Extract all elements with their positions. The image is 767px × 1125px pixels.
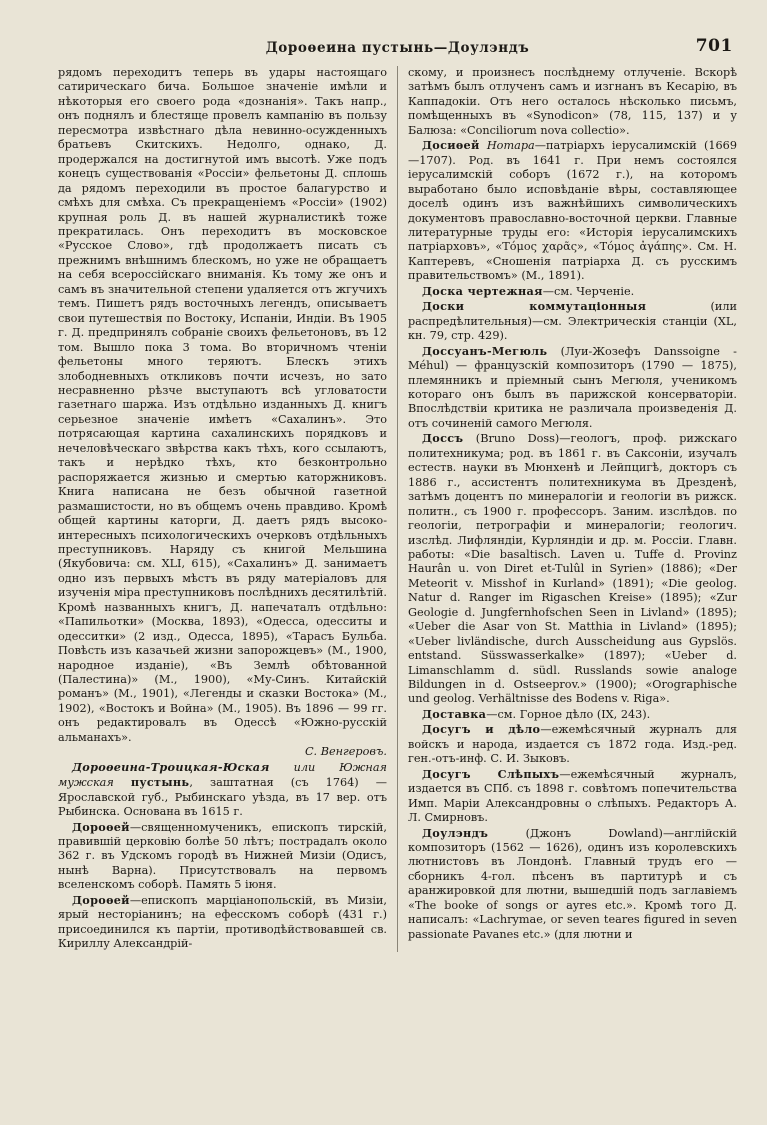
entry-headword: Доставка	[421, 706, 487, 721]
entry-text: —епископъ марціанопольскій, въ Мизіи, ярый несторіанинъ; на ефесскомъ соборѣ (431 г.) присоединился къ партіи, противодѣйствовавшей св. Кириллу Александрій-	[58, 893, 387, 951]
entry-headword: Доссуанъ-Мегюль	[421, 343, 548, 358]
running-header	[58, 34, 737, 62]
column-divider	[397, 66, 398, 952]
entry-dosug-i-delo	[408, 722, 737, 766]
entry-dosifei	[408, 138, 737, 284]
entry-text: (Bruno Doss)—геологъ, проф. рижскаго политехникума; род. въ 1861 г. въ Саксоніи, изучалъ естеств. науки въ Мюнхенѣ и Лейпцигѣ, докторъ съ 1886 г., ассистентъ политехникума въ Дрезденѣ, затѣмъ доцентъ по минералогіи и геологіи въ рижск. политн., съ 1900 г. профессоръ. Заним. изслѣдов. по геологіи, петрографіи и минералогіи; геологич. изслѣд. Лифляндіи, Курляндіи и др. м. Россіи. Главн. работы: «Die basaltisch. Laven u. Tuffe d. Provinz Haurân u. von Diret et-Tulûl in Syrien» (1886); «Der Meteorit v. Misshof in Kurland» (1891); «Die geolog. Natur d. Ranger im Rigaschen Kreise» (1895); «Zur Geologie d. Jungfernhofschen Seen in Livland» (1895); «Ueber die Asar von St. Matthia in Livland» (1895); «Ueber livländische, durch Ausscheidung aus Gypslös. entstand. Süsswasserkalke» (1897); «Ueber d. Limanschlamm d. südl. Russlands sowie analoge Bildungen in d. Ostseeprov.» (1900); «Orographische und geolog. Verhältnisse des Bodens v. Riga».	[407, 432, 737, 706]
entry-dossuan-megyul	[408, 344, 737, 432]
entry-headword: Досугъ Слѣпыхъ	[421, 766, 560, 781]
paragraph-text: рядомъ переходитъ теперь въ удары настоящаго сатирическаго бича. Большое значеніе имѣли и нѣкоторыя его своего рода «дознанія». Такъ напр., онъ поднялъ и блестяще провелъ кампанію въ пользу пересмотра извѣстнаго дѣла невинно-осужденныхъ братьевъ Скитскихъ. Недолго, однако, Д. продержался на достигнутой имъ высотѣ. Уже подъ конецъ существованія «Россіи» фельетоны Д. сплошь да рядомъ переходили въ простое балагурство и смѣхъ для смѣха. Съ прекращеніемъ «Россіи» (1902) крупная роль Д. въ нашей журналистикѣ тоже прекратилась. Онъ переходитъ въ московское «Русское Слово», гдѣ продолжаетъ писать съ прежнимъ внѣшнимъ блескомъ, но уже не обращаетъ на себя всероссійскаго вниманія. Къ тому же онъ и самъ въ значительной степени удаляется отъ жгучихъ темъ. Пишетъ рядъ восточныхъ легендъ, описываетъ свои путешествія по Востоку, Испаніи, Индіи. Въ 1905 г. Д. предпринялъ собраніе своихъ фельетоновъ, въ 12 том. Вышло пока 3 тома. Во вторичномъ чтеніи фельетоны много теряютъ. Блескъ этихъ злободневныхъ откликовъ почти исчезъ, но зато несравненно рѣзче выступаютъ всѣ угловатости газетнаго шаржа. Изъ отдѣльно изданныхъ Д. книгъ серьезное значеніе имѣетъ «Сахалинъ». Это потрясающая картина сахалинскихъ порядковъ и нечеловѣческаго звѣрства какъ тѣхъ, кого ссылаютъ, такъ и нерѣдко тѣхъ, кто безконтрольно распоряжается жизнью и смертью каторжниковъ. Книга написана не безъ обычной газетной размашистости, но въ общемъ очень правдиво. Кромѣ общей картины каторги, Д. даетъ рядъ высоко-интересныхъ психологическихъ очерковъ отдѣльныхъ преступниковъ. Наряду съ книгой Мельшина (Якубовича: см. XLI, 615), «Сахалинъ» Д. занимаетъ одно изъ первыхъ мѣстъ въ ряду матеріаловъ для изученія міра преступниковъ послѣднихъ десятилѣтій. Кромѣ названныхъ книгъ, Д. напечаталъ отдѣльно: «Папильотки» (Москва, 1893), «Одесса, одесситы и одесситки» (2 изд., Одесса, 1895), «Тарасъ Бульба. Повѣсть изъ казачьей жизни запорожцевъ» (М., 1900, народное изданіе), «Въ Землѣ обѣтованной (Палестина)» (М., 1900), «Му-Синъ. Китайскій романъ» (М., 1901), «Легенды и сказки Востока» (М., 1902), «Востокъ и Война» (М., 1905). Въ 1896 — 99 гг. онъ редактировалъ въ Одессѣ «Южно-русскій альманахъ».	[58, 66, 387, 744]
text-columns	[58, 66, 737, 952]
entry-continuation	[408, 66, 737, 138]
entry-dorofei-marcianopol	[58, 893, 387, 952]
entry-headword: Доски коммутаціонныя	[421, 299, 647, 314]
entry-headword-secondary: пустынь	[130, 775, 190, 790]
entry-text: —ежемѣсячный журналъ для войскъ и народа, издается съ 1872 года. Изд.-ред. ген.-отъ-инф. С. И. Зыковъ.	[407, 723, 737, 766]
entry-text: , заштатная (съ 1764) —Ярославской губ., Рыбинскаго уѣзда, въ 17 вер. отъ Рыбинска. Основана въ 1615 г.	[58, 776, 387, 819]
entry-text: (или распредѣлительныя)—см. Электрическія станціи (XL, кн. 79, стр. 429).	[407, 300, 737, 343]
entry-text: —патріархъ іерусалимскій (1669—1707). Род. въ 1641 г. При немъ состоялся іерусалимскій соборъ (1672 г.), на которомъ выработано было исповѣданіе вѣры, составляющее доселѣ одинъ изъ важнѣйшихъ символическихъ документовъ православно-восточной церкви. Главные литературные труды его: «Исторія іерусалимскихъ патріарховъ», «Τόμος χαρᾶς», «Τόμος ἀγάπης». См. Н. Каптеревъ, «Сношенія патріарха Д. съ русскимъ правительствомъ» (М., 1891).	[407, 139, 737, 283]
entry-dostavka	[408, 707, 737, 722]
entry-doska-chertezhnaya	[408, 284, 737, 299]
entry-dorofeina-pustyn	[58, 760, 387, 820]
left-column	[58, 66, 387, 952]
entry-headword: Доссъ	[421, 431, 464, 446]
entry-text: (Луи-Жозефъ Danssoigne - Méhul) — французскій композиторъ (1790 — 1875), племянникъ и пріемный сынъ Мегюля, ученикомъ котораго онъ былъ въ парижской консерваторіи. Впослѣдствіи критика не различала произведенія Д. отъ сочиненій самого Мегюля.	[407, 344, 737, 430]
entry-doss	[408, 431, 737, 707]
entry-headword: Досиѳей	[421, 138, 480, 153]
entry-text: —священномученикъ, епископъ тирскій, правившій церковію болѣе 50 лѣтъ; пострадалъ около 362 г. въ Удскомъ городѣ въ Нижней Мизіи (Одисъ, нынѣ Варна). Присутствовалъ на первомъ вселенскомъ соборѣ. Память 5 іюня.	[58, 820, 387, 892]
entry-doski-kommutatsionnye	[408, 299, 737, 343]
entry-headword: Дороѳей	[72, 892, 130, 907]
entry-headword: Дороѳей	[72, 819, 130, 834]
entry-headword: Доска чертежная	[421, 283, 543, 298]
paragraph-text: скому, и произнесъ послѣднему отлученіе. Вскорѣ затѣмъ былъ отлученъ самъ и изгнанъ въ Кесарію, въ Каппадокіи. Отъ него осталось нѣсколько письмъ, помѣщенныхъ въ «Synodicon» (78, 115, 137) и у Балюза: «Conciliorum nova collectio».	[407, 66, 737, 137]
right-column	[408, 66, 737, 952]
entry-dosug-slepykh	[408, 767, 737, 826]
entry-text: —см. Горное дѣло (IX, 243).	[486, 707, 651, 721]
entry-dorofei-tyre	[58, 820, 387, 893]
entry-text: (Джонъ Dowland)—англійскій композиторъ (1562 — 1626), одинъ изъ королевскихъ лютнистовъ въ Лондонѣ. Главный трудъ его — сборникъ 4-гол. пѣсенъ въ партитурѣ и съ аранжировкой для лютни, вышедшій подъ заглавіемъ «The booke of songs or ayres etc.». Кромѣ того Д. написалъ: «Lachrymae, or seven teares figured in seven passionate Pavanes etc.» (для лютни и	[407, 826, 737, 941]
entry-text: —ежемѣсячный журналъ, издается въ СПб. съ 1898 г. совѣтомъ попечительства Имп. Маріи Александровны о слѣпыхъ. Редакторъ А. Л. Смирновъ.	[407, 767, 737, 825]
entry-text: или Южная мужская	[58, 760, 387, 790]
entry-text: —см. Черченіе.	[542, 284, 635, 298]
page-number: 701	[695, 36, 733, 56]
header-title: Дороѳеина пустынь—Доулэндъ	[265, 40, 530, 56]
entry-headword: Досугъ и дѣло	[421, 722, 541, 737]
article-continuation	[58, 66, 387, 760]
entry-name: Нотара	[486, 139, 535, 153]
entry-headword: Дороѳеина-Троицкая-Юская	[72, 759, 270, 774]
entry-dowland	[408, 826, 737, 943]
author-signature: С. Венгеровъ.	[304, 745, 387, 759]
entry-headword: Доулэндъ	[421, 825, 489, 840]
